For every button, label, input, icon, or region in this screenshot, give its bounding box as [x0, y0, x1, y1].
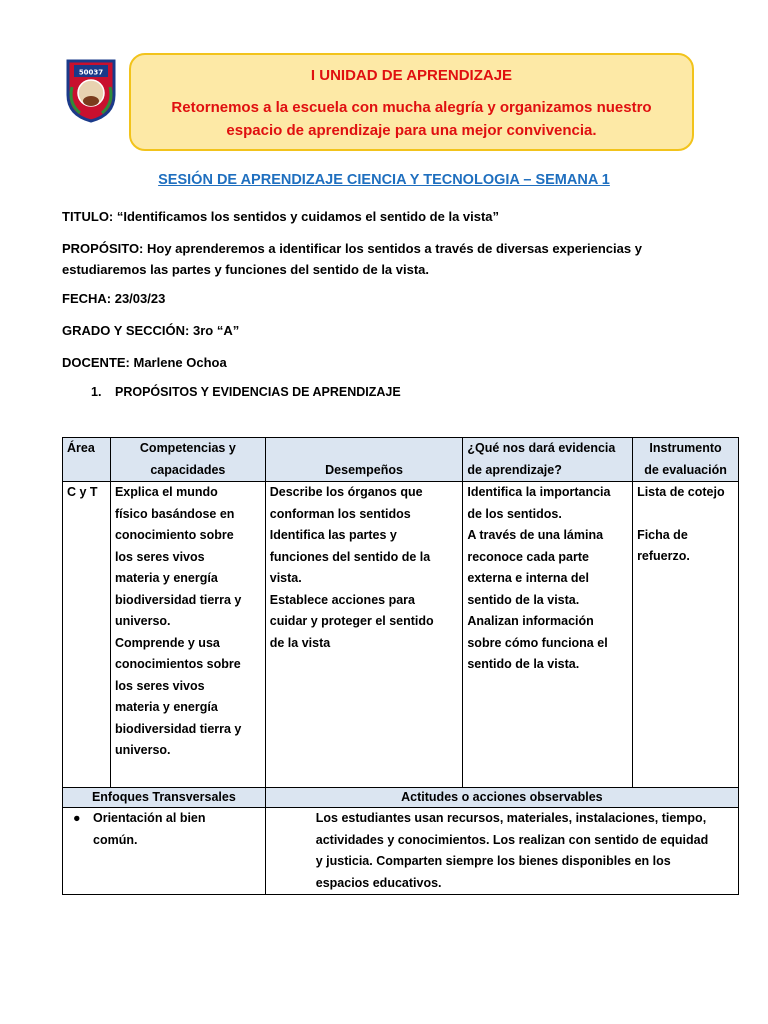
section-heading — [91, 385, 401, 399]
fecha-field: FECHA: 23/03/23 — [62, 291, 166, 306]
competencias-line: conocimiento sobre — [114, 528, 234, 542]
competencias-line: conocimientos sobre — [114, 657, 241, 671]
desempenos-line: conforman los sentidos — [269, 506, 411, 521]
competencias-line: materia y energía — [114, 700, 218, 714]
evidencia-line: Analizan información — [467, 614, 594, 628]
banner-subtitle-line-2: espacio de aprendizaje para una mejor convivencia. — [226, 122, 597, 139]
table-header-row — [63, 438, 739, 482]
competencias-line: los seres vivos — [114, 549, 205, 564]
evidencia-line: sentido de la vista. — [467, 657, 580, 671]
competencias-line: los seres vivos — [114, 678, 205, 693]
header-evidencia — [463, 438, 633, 482]
competencias-line: materia y energía — [114, 571, 218, 585]
actitudes-line: y justicia. Comparten siempre los bienes disponibles en los — [315, 854, 671, 868]
enfoque-line-2: común. — [93, 832, 138, 847]
evidencia-line: externa e interna del — [467, 571, 589, 585]
header-instrumento-line-1: Instrumento — [649, 441, 722, 455]
header-competencias-line-1: Competencias y — [139, 441, 236, 455]
header-competencias-line-2: capacidades — [150, 462, 226, 477]
enfoques-row — [63, 808, 739, 895]
desempenos-line: cuidar y proteger el sentido — [269, 614, 434, 628]
desempenos-line: Identifica las partes y — [269, 528, 397, 542]
actitudes-line: espacios educativos. — [315, 875, 442, 890]
header-instrumento-line-2: de evaluación — [644, 462, 727, 477]
competencias-line: Comprende y usa — [114, 635, 220, 650]
session-title: SESIÓN DE APRENDIZAJE CIENCIA Y TECNOLOGIA – SEMANA 1 — [158, 172, 610, 188]
competencias-line: físico basándose en — [114, 506, 235, 521]
header-evidencia-line-2: de aprendizaje? — [467, 462, 562, 477]
cell-competencias — [110, 482, 265, 788]
learning-purposes-table — [62, 437, 739, 895]
table-row — [63, 482, 739, 788]
header-enfoques: Enfoques Transversales — [63, 788, 266, 808]
bullet-icon: ● — [73, 811, 81, 825]
section-label: PROPÓSITOS Y EVIDENCIAS DE APRENDIZAJE — [115, 385, 401, 399]
banner-subtitle-line-1: Retornemos a la escuela con mucha alegría y organizamos nuestro — [171, 99, 652, 116]
proposito-line-1: PROPÓSITO: Hoy aprenderemos a identificar los sentidos a través de diversas experiencias y — [62, 241, 642, 256]
cell-desempenos — [265, 482, 463, 788]
desempenos-line: funciones del sentido de la — [269, 549, 431, 564]
evidencia-line: reconoce cada parte — [467, 549, 589, 564]
competencias-line: Explica el mundo — [114, 485, 218, 499]
instrumento-line: refuerzo. — [637, 549, 690, 563]
enfoque-text: Orientación al bien — [93, 811, 206, 825]
school-crest-logo — [64, 57, 118, 123]
competencias-line: universo. — [114, 743, 171, 757]
section-number: 1. — [91, 385, 102, 399]
cell-actitudes — [265, 808, 738, 895]
cell-evidencia — [463, 482, 633, 788]
header-evidencia-line-1: ¿Qué nos dará evidencia — [467, 441, 616, 455]
header-actitudes: Actitudes o acciones observables — [265, 788, 738, 808]
actitudes-line: Los estudiantes usan recursos, materiales, instalaciones, tiempo, — [315, 811, 707, 825]
desempenos-line: de la vista — [269, 635, 331, 650]
actitudes-line: actividades y conocimientos. Los realizan con sentido de equidad — [315, 832, 709, 847]
competencias-line: biodiversidad tierra y — [114, 592, 242, 607]
instrumento-line: Lista de cotejo — [637, 485, 725, 499]
crest-number: 50037 — [78, 68, 104, 77]
desempenos-line: Describe los órganos que — [269, 485, 423, 499]
competencias-line: biodiversidad tierra y — [114, 721, 242, 736]
unit-banner — [129, 53, 694, 151]
proposito-line-2: estudiaremos las partes y funciones del sentido de la vista. — [62, 262, 430, 277]
cell-instrumento — [633, 482, 739, 788]
evidencia-line: de los sentidos. — [467, 506, 562, 521]
header-desempenos: Desempeños — [265, 438, 463, 482]
instrumento-line: Ficha de — [637, 527, 688, 542]
docente-field: DOCENTE: Marlene Ochoa — [62, 355, 227, 370]
desempenos-line: Establece acciones para — [269, 592, 415, 607]
header-instrumento — [633, 438, 739, 482]
titulo-field: TITULO: “Identificamos los sentidos y cuidamos el sentido de la vista” — [62, 209, 500, 224]
evidencia-line: A través de una lámina — [467, 528, 604, 542]
cell-area: C y T — [63, 482, 111, 788]
competencias-line: universo. — [114, 614, 171, 628]
evidencia-line: sentido de la vista. — [467, 592, 580, 607]
desempenos-line: vista. — [269, 571, 302, 585]
banner-subtitle — [131, 96, 692, 142]
cell-enfoque — [63, 808, 266, 895]
grado-field: GRADO Y SECCIÓN: 3ro “A” — [62, 323, 240, 338]
header-area: Área — [63, 438, 111, 482]
instrumento-spacer — [637, 504, 734, 525]
header-competencias — [110, 438, 265, 482]
enfoque-line-1 — [73, 808, 261, 830]
evidencia-line: Identifica la importancia — [467, 485, 611, 499]
evidencia-line: sobre cómo funciona el — [467, 635, 608, 650]
enfoques-header-row — [63, 788, 739, 808]
proposito-field — [62, 238, 682, 280]
banner-title: I UNIDAD DE APRENDIZAJE — [310, 67, 513, 84]
